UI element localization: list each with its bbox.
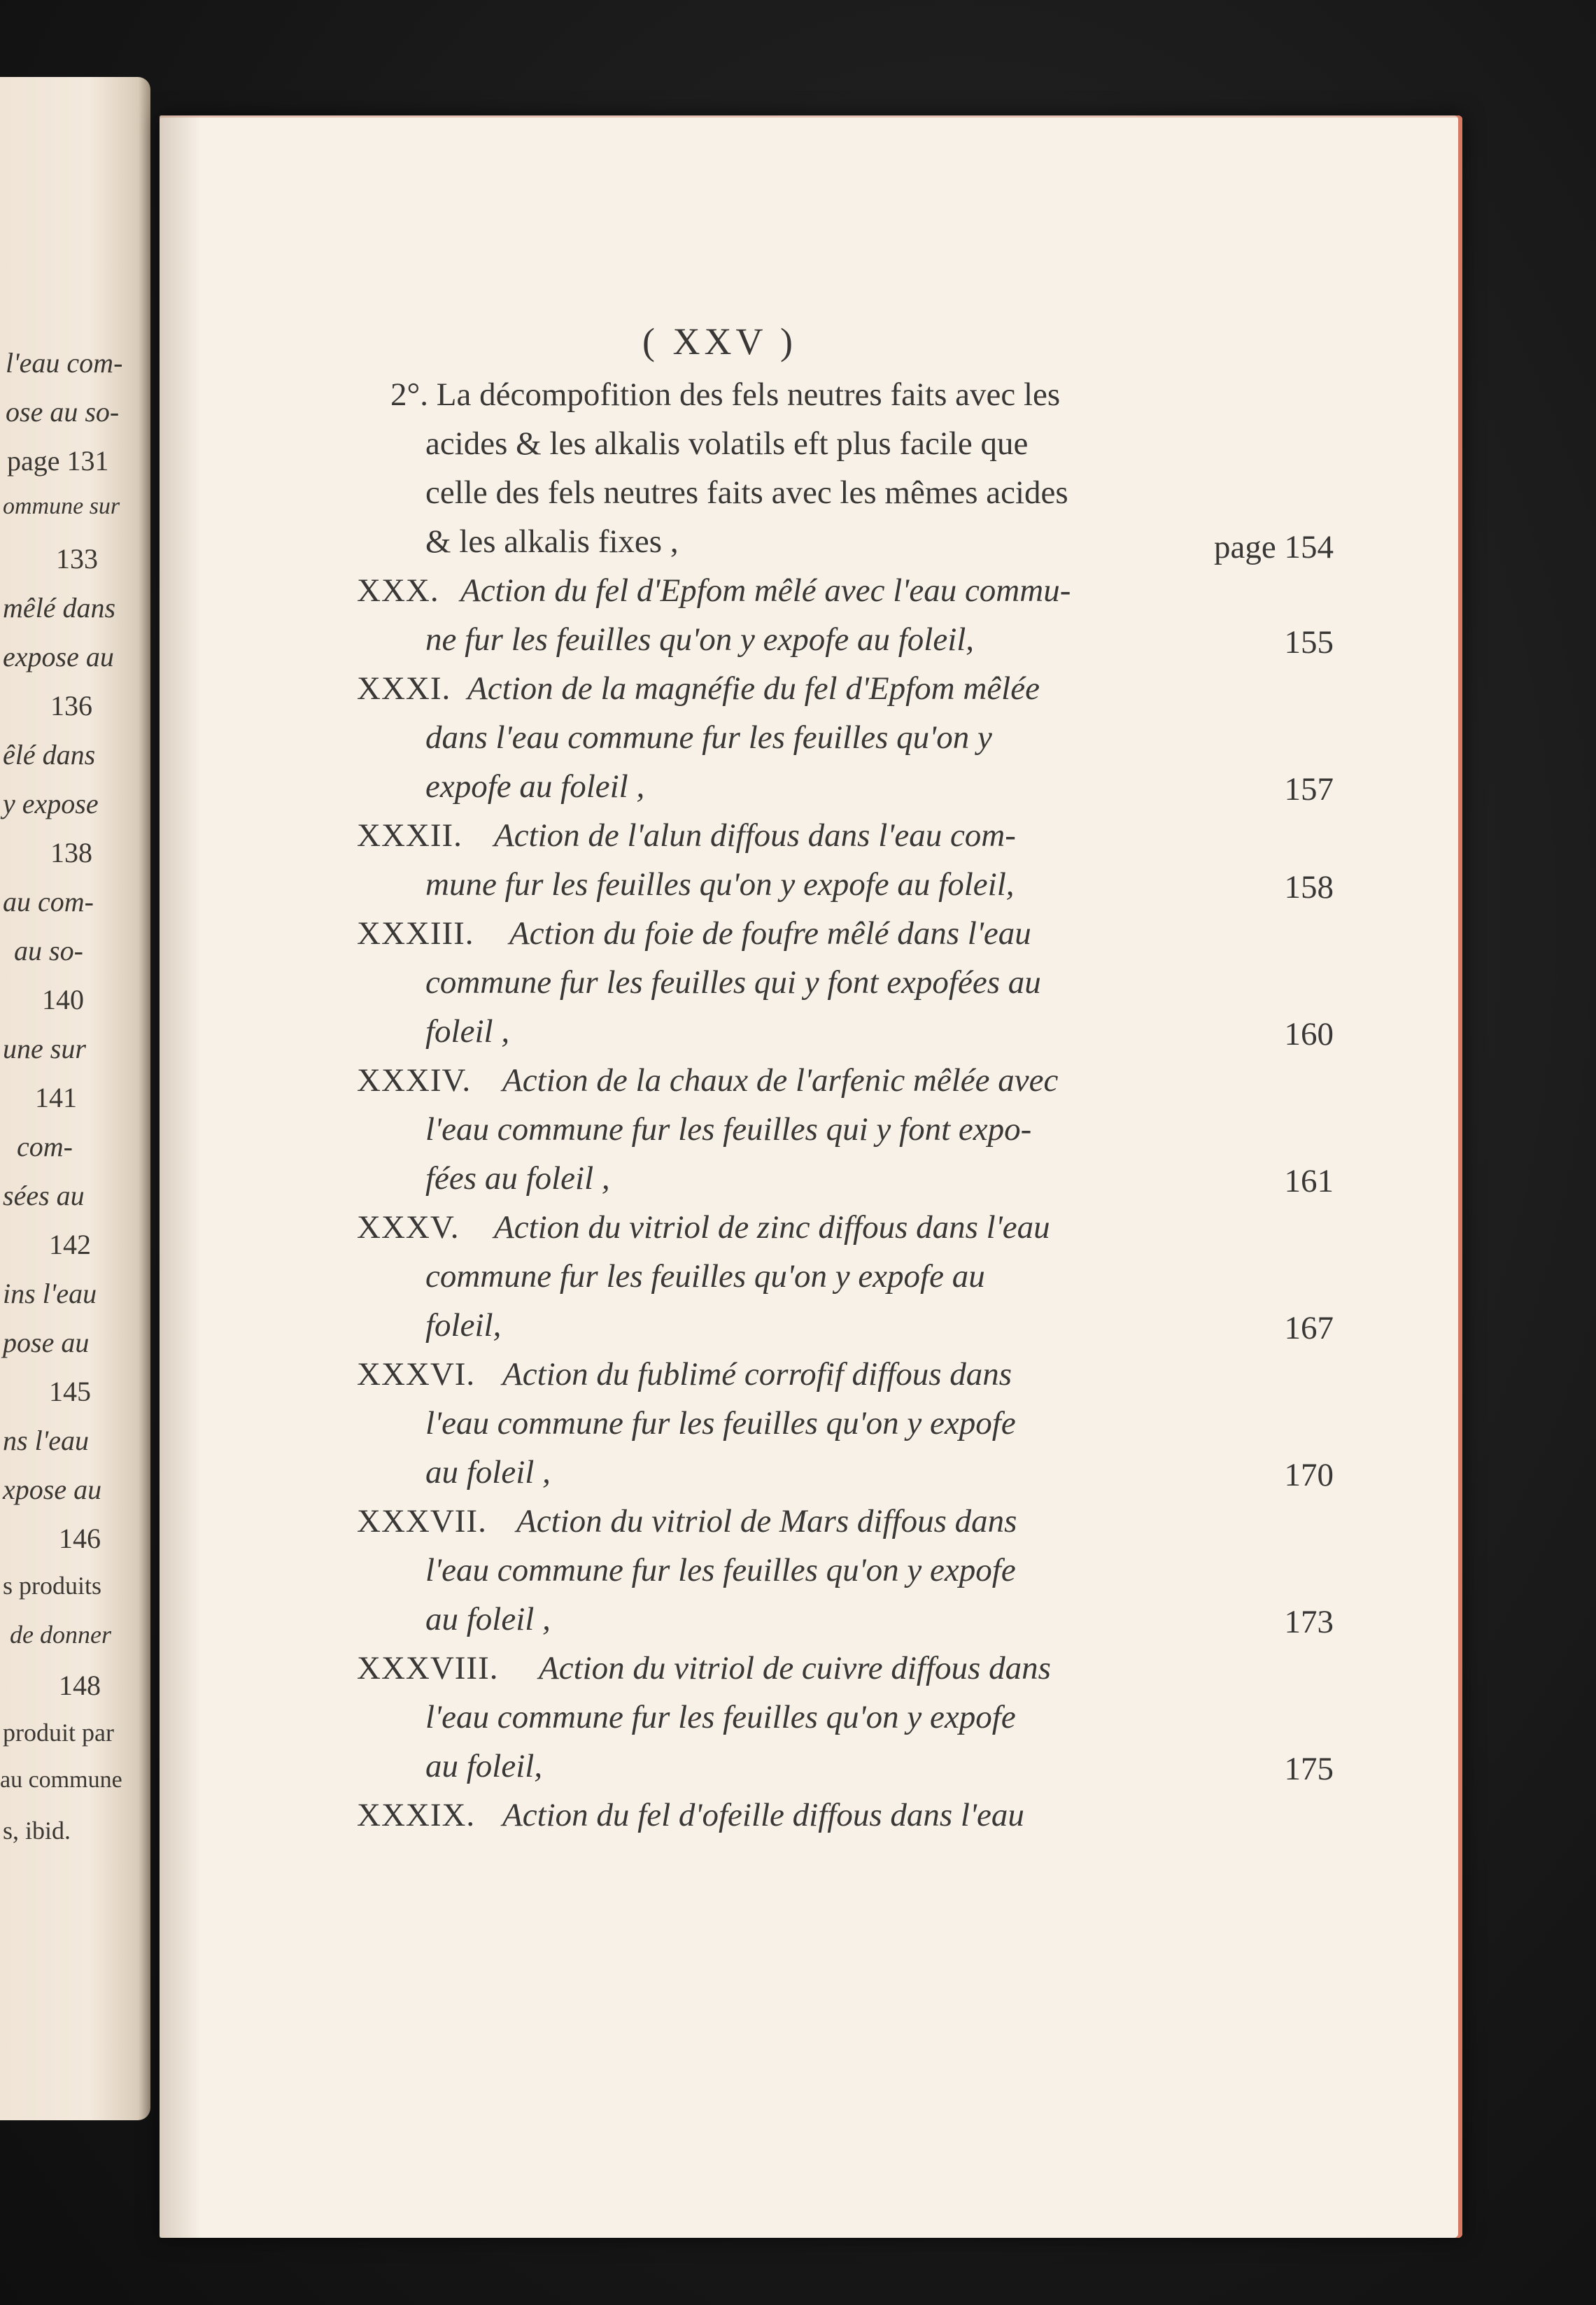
left-fragment: au com- — [3, 886, 94, 917]
entry-line: Action du vitriol de zinc diffous dans l'eau — [494, 1209, 1050, 1246]
page-reference: 167 — [1284, 1310, 1334, 1346]
entry-line: Action de la magnéfie du fel d'Epfom mêlée — [467, 670, 1040, 707]
page-gutter-shadow — [160, 115, 202, 2238]
entry-numeral: XXXVI. — [357, 1356, 476, 1393]
page-reference: 155 — [1284, 624, 1334, 661]
left-fragment: com- — [17, 1131, 73, 1162]
left-fragment: s, ibid. — [3, 1817, 71, 1845]
left-fragment: sées au — [3, 1180, 85, 1211]
entry-line: celle des fels neutres faits avec les mêmes acides — [425, 474, 1068, 511]
entry-line: l'eau commune fur les feuilles qu'on y expofe — [425, 1405, 1016, 1441]
left-fragment: xpose au — [3, 1474, 102, 1505]
page-reference: 175 — [1284, 1751, 1334, 1787]
entry-line: Action de la chaux de l'arfenic mêlée avec — [502, 1062, 1059, 1099]
entry-line: l'eau commune fur les feuilles qu'on y expofe — [425, 1552, 1016, 1588]
entry-line: mune fur les feuilles qu'on y expofe au foleil, — [425, 866, 1015, 903]
entry-line: expofe au foleil , — [425, 768, 645, 805]
entry-line: commune fur les feuilles qui y font expofées au — [425, 964, 1041, 1001]
left-fragment: expose au — [3, 641, 114, 672]
entry-line: acides & les alkalis volatils eft plus facile que — [425, 425, 1029, 462]
page-reference: 173 — [1284, 1604, 1334, 1640]
left-fragment: ns l'eau — [3, 1425, 89, 1456]
left-fragment: ins l'eau — [3, 1278, 97, 1309]
entry-numeral: XXXI. — [357, 670, 451, 707]
left-fragment: au commune — [0, 1767, 122, 1793]
entry-line: Action du vitriol de Mars diffous dans — [516, 1503, 1017, 1539]
entry-line: ne fur les feuilles qu'on y expofe au foleil, — [425, 621, 975, 658]
entry-line: Action du foie de foufre mêlé dans l'eau — [509, 915, 1031, 952]
entry-line: Action du vitriol de cuivre diffous dans — [539, 1650, 1051, 1686]
left-fragment: êlé dans — [3, 739, 96, 770]
entry-numeral: XXXIV. — [357, 1062, 472, 1099]
page-reference: 170 — [1284, 1457, 1334, 1493]
entry-line: foleil, — [425, 1307, 502, 1344]
entry-line: & les alkalis fixes , — [425, 523, 679, 560]
left-fragment: y expose — [3, 788, 99, 819]
left-fragment: 142 — [49, 1229, 91, 1260]
left-fragment: de donner — [10, 1621, 111, 1649]
left-fragment: 138 — [50, 837, 92, 868]
entry-line: commune fur les feuilles qu'on y expofe au — [425, 1258, 985, 1295]
left-fragment: 146 — [59, 1523, 101, 1554]
page-reference: 160 — [1284, 1016, 1334, 1052]
left-fragment: ommune sur — [3, 493, 120, 519]
left-fragment: 140 — [42, 984, 84, 1015]
entry-line: au foleil , — [425, 1454, 551, 1490]
left-fragment: l'eau com- — [6, 347, 123, 379]
entry-numeral: XXXVII. — [357, 1503, 487, 1539]
entry-line: dans l'eau commune fur les feuilles qu'on y — [425, 719, 992, 756]
entry-line: fées au foleil , — [425, 1160, 610, 1197]
entry-line: 2°. La décompofition des fels neutres faits avec les — [390, 376, 1061, 413]
left-fragment: ose au so- — [6, 396, 120, 428]
book-page — [160, 115, 1462, 2238]
entry-line: Action de l'alun diffous dans l'eau com- — [494, 817, 1016, 854]
left-fragment: 148 — [59, 1670, 101, 1701]
page-folio: ( XXV ) — [642, 320, 797, 362]
entry-line: Action du fublimé corrofif diffous dans — [502, 1356, 1012, 1393]
page-reference: page 154 — [1214, 529, 1334, 565]
left-fragment: pose au — [3, 1327, 90, 1358]
left-fragment: 141 — [35, 1082, 77, 1113]
entry-line: foleil , — [425, 1013, 510, 1050]
entry-line: l'eau commune fur les feuilles qu'on y expofe — [425, 1699, 1016, 1735]
entry-numeral: XXX. — [357, 572, 439, 609]
entry-line: au foleil , — [425, 1601, 551, 1637]
entry-line: l'eau commune fur les feuilles qui y font expo- — [425, 1111, 1032, 1148]
left-fragment: mêlé dans — [3, 592, 116, 623]
left-fragment: au so- — [14, 935, 83, 966]
page-reference: 157 — [1284, 771, 1334, 808]
entry-numeral: XXXII. — [357, 817, 462, 854]
left-facing-page — [0, 77, 150, 2120]
entry-line: au foleil, — [425, 1748, 543, 1784]
entry-line: Action du fel d'Epfom mêlé avec l'eau commu- — [460, 572, 1071, 609]
entry-numeral: XXXIII. — [357, 915, 474, 952]
left-fragment: 136 — [50, 690, 92, 721]
left-fragment: 133 — [56, 543, 98, 575]
left-fragment: 145 — [49, 1376, 91, 1407]
left-fragment: page 131 — [7, 445, 109, 477]
page-reference: 161 — [1284, 1163, 1334, 1199]
left-fragment: produit par — [3, 1719, 114, 1747]
page-reference: 158 — [1284, 869, 1334, 905]
entry-numeral: XXXV. — [357, 1209, 460, 1246]
entry-numeral: XXXVIII. — [357, 1650, 499, 1686]
entry-numeral: XXXIX. — [357, 1797, 476, 1833]
entry-line: Action du fel d'ofeille diffous dans l'eau — [502, 1797, 1024, 1833]
left-fragment: s produits — [3, 1572, 102, 1600]
left-fragment: une sur — [3, 1033, 86, 1064]
